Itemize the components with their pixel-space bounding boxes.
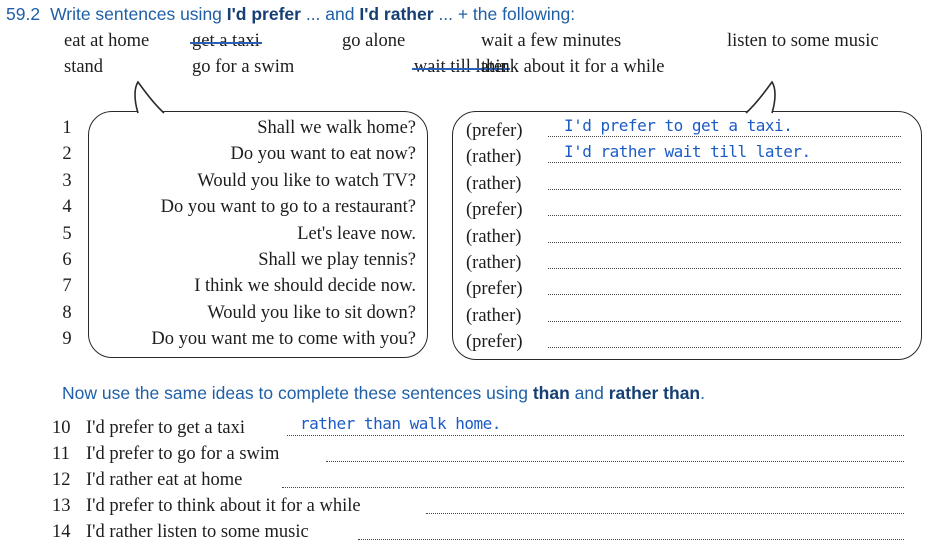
option-wait-till-later: wait till later bbox=[413, 57, 509, 77]
question-text: Do you want me to come with you? bbox=[151, 329, 416, 349]
option-get-a-taxi: get a taxi bbox=[192, 31, 260, 51]
answer-keyword: (prefer) bbox=[466, 332, 523, 352]
answer-keyword: (prefer) bbox=[466, 279, 523, 299]
answer-bubble-tail bbox=[736, 80, 786, 116]
question-text: Would you like to sit down? bbox=[207, 303, 416, 323]
sentence-number: 13 bbox=[52, 496, 71, 516]
answer-line[interactable] bbox=[358, 539, 904, 540]
answer-line[interactable] bbox=[548, 189, 901, 190]
sentence-text: I'd prefer to get a taxi bbox=[86, 418, 245, 438]
question-text: I think we should decide now. bbox=[194, 276, 416, 296]
option-go-swim: go for a swim bbox=[192, 57, 295, 77]
sentence-text: I'd rather listen to some music bbox=[86, 522, 309, 542]
answer-line[interactable] bbox=[548, 215, 901, 216]
handwritten-answer: I'd prefer to get a taxi. bbox=[564, 116, 793, 135]
sentence-number: 14 bbox=[52, 522, 71, 542]
question-text: Shall we play tennis? bbox=[258, 250, 416, 270]
question-number: 7 bbox=[62, 276, 72, 296]
answer-keyword: (rather) bbox=[466, 174, 522, 194]
option-wait-few-minutes: wait a few minutes bbox=[481, 31, 622, 51]
question-number: 6 bbox=[62, 250, 72, 270]
question-text: Would you like to watch TV? bbox=[197, 171, 416, 191]
answer-line[interactable] bbox=[548, 321, 901, 322]
sentence-number: 10 bbox=[52, 418, 71, 438]
exercise-number: 59.2 bbox=[6, 4, 41, 24]
option-eat-at-home: eat at home bbox=[64, 31, 150, 51]
answer-keyword: (rather) bbox=[466, 227, 522, 247]
question-text: Do you want to eat now? bbox=[230, 144, 416, 164]
handwritten-answer: rather than walk home. bbox=[300, 414, 501, 433]
question-number: 4 bbox=[62, 197, 72, 217]
answer-line[interactable] bbox=[548, 347, 901, 348]
sentence-text: I'd prefer to think about it for a while bbox=[86, 496, 361, 516]
answer-line[interactable] bbox=[287, 435, 904, 436]
option-stand: stand bbox=[64, 57, 104, 77]
handwritten-answer: I'd rather wait till later. bbox=[564, 142, 811, 161]
question-number: 1 bbox=[62, 118, 72, 138]
option-listen-music: listen to some music bbox=[727, 31, 879, 51]
answer-line[interactable] bbox=[548, 136, 901, 137]
answer-keyword: (rather) bbox=[466, 147, 522, 167]
question-text: Let's leave now. bbox=[297, 224, 416, 244]
answer-keyword: (rather) bbox=[466, 253, 522, 273]
question-number: 5 bbox=[62, 224, 72, 244]
answer-keyword: (prefer) bbox=[466, 200, 523, 220]
sentence-text: I'd prefer to go for a swim bbox=[86, 444, 280, 464]
sentence-text: I'd rather eat at home bbox=[86, 470, 243, 490]
question-number: 8 bbox=[62, 303, 72, 323]
answer-line[interactable] bbox=[548, 268, 901, 269]
section-instruction: Now use the same ideas to complete these sentences using than and rather than. bbox=[62, 383, 705, 403]
answer-keyword: (rather) bbox=[466, 306, 522, 326]
answer-keyword: (prefer) bbox=[466, 121, 523, 141]
sentence-number: 11 bbox=[52, 444, 70, 464]
sentence-number: 12 bbox=[52, 470, 71, 490]
answer-line[interactable] bbox=[326, 461, 904, 462]
answer-line[interactable] bbox=[282, 487, 904, 488]
question-number: 9 bbox=[62, 329, 72, 349]
question-text: Shall we walk home? bbox=[257, 118, 416, 138]
answer-line[interactable] bbox=[426, 513, 904, 514]
answer-line[interactable] bbox=[548, 162, 901, 163]
answer-line[interactable] bbox=[548, 242, 901, 243]
question-text: Do you want to go to a restaurant? bbox=[160, 197, 416, 217]
question-bubble-tail bbox=[130, 80, 180, 116]
exercise-heading: 59.2 Write sentences using I'd prefer ... and I'd rather ... + the following: bbox=[6, 4, 576, 24]
option-think-about-it: think about it for a while bbox=[481, 57, 665, 77]
answer-line[interactable] bbox=[548, 294, 901, 295]
option-go-alone: go alone bbox=[342, 31, 406, 51]
question-number: 2 bbox=[62, 144, 72, 164]
question-number: 3 bbox=[62, 171, 72, 191]
